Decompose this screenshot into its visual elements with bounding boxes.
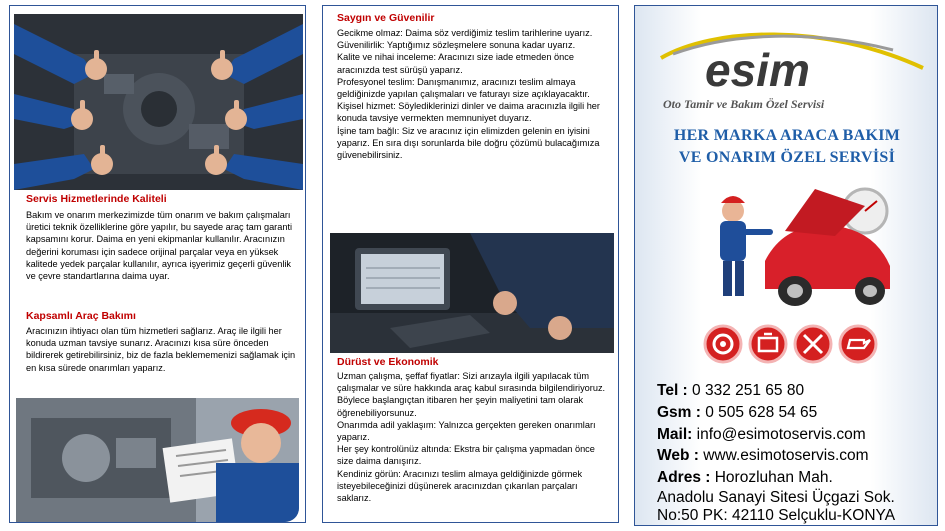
section-text-maintenance: Aracınızın ihtiyacı olan tüm hizmetleri sağlarız. Araç ile ilgili her konuda uzman tavsiye sunarız. Aracınızı kısa süre önceden bildirerek getirebilirsiniz, biz de fazla beklememenizi sağlamak için en kısa sürede onarımları yaparız. [26, 326, 296, 373]
section-title-quality: Servis Hizmetlerinde Kaliteli [26, 193, 167, 205]
address-line-2: Anadolu Sanayi Sitesi Üçgazi Sok. [657, 489, 895, 506]
reliable-line-1: Gecikme olmaz: Daima söz verdiğimiz teslim tarihlerine uyarız. [337, 28, 593, 38]
section-title-maintenance: Kapsamlı Araç Bakımı [26, 310, 136, 322]
reliable-line-6: İşine tam bağlı: Siz ve aracınız için elimizden gelenin en iyisini yaparız. En sıra dışı sorunlarda bile doğru çözümü bulacağımıza güvenebilirsiniz. [337, 125, 600, 161]
section-title-honest: Dürüst ve Ekonomik [337, 356, 439, 368]
gsm-value: 0 505 628 54 65 [705, 404, 818, 421]
mechanic-car-illustration [715, 181, 900, 316]
brand-logo [653, 20, 928, 115]
section-text-honest [337, 370, 609, 504]
contact-address [657, 469, 833, 487]
honest-line-1: Uzman çalışma, şeffaf fiyatlar: Sizi arızayla ilgili yapılacak tüm çalışmalar ve süre hakkında araç kabul sırasında bilgilendiriyoruz. Böylece başlangıçtan itibaren her şeyin maliyetini tam olarak öğrenebiliyorsunuz. [337, 371, 606, 418]
address-line-1: Horozluhan Mah. [714, 469, 833, 486]
section-text-reliable [337, 27, 607, 161]
logo-subtitle: Oto Tamir ve Bakım Özel Servisi [663, 97, 825, 111]
contact-tel [657, 382, 804, 400]
honest-line-4: Kendiniz görün: Aracınızı teslim almaya geldiğinizde görmek isteyebileceğinizi düşünerek aracınızdan çıkarılan parçaları saklarız. [337, 468, 583, 504]
section-title-reliable: Saygın ve Güvenilir [337, 12, 435, 24]
engine-icon [748, 324, 788, 364]
right-panel [634, 5, 938, 526]
oil-can-icon [838, 324, 878, 364]
reliable-line-3: Kalite ve nihai inceleme: Aracınızı size iade etmeden önce aracınızda test sürüşü yaparız. [337, 52, 574, 75]
tagline-line-1: HER MARKA ARACA BAKIM [673, 127, 901, 144]
mechanic-clipboard-photo [16, 398, 299, 522]
honest-line-2: Onarımda adil yaklaşım: Yalnızca gerçekten gereken onarımları yaparız. [337, 419, 596, 443]
web-label: Web : [657, 447, 699, 464]
mail-value: info@esimotoservis.com [696, 426, 866, 443]
middle-panel [322, 5, 619, 523]
logo-wordmark: esim [705, 44, 810, 96]
wrench-screwdriver-icon [793, 324, 833, 364]
tagline-line-2: VE ONARIM ÖZEL SERVİSİ [678, 149, 896, 166]
mail-label: Mail: [657, 426, 693, 443]
section-text-quality: Bakım ve onarım merkezimizde tüm onarım ve bakım çalışmaları üretici teknik özelliklerine göre yapılır, bu sayede araç tam garanti kapsamını korur. Daima en yeni ekipmanlar kullanılır. Aracınızın değerini koruması için sadece orijinal parçalar veya en yüksek kalitede yedek parçalar kullanılır, ayrıca işyerimiz geçerli güvenlik ve çevre standartlarına daima uyar. [26, 210, 293, 282]
gear-icon [703, 324, 743, 364]
address-line-3: No:50 PK: 42110 Selçuklu-KONYA [657, 507, 896, 524]
left-panel [9, 5, 306, 523]
reliable-line-4: Profesyonel teslim: Danışmanımız, aracınızı teslim almaya geldiğinizde yapılan çalışmaları ve faturayı size açıklayacaktır. [337, 76, 590, 100]
diagnostic-computer-photo [330, 233, 614, 353]
contact-gsm [657, 404, 817, 422]
contact-mail [657, 426, 866, 444]
engine-thumbs-up-photo [14, 14, 303, 190]
reliable-line-5: Kişisel hizmet: Söylediklerinizi dinler ve daima aracınızla ilgili her konuda tavsiye vermekten memnuniyet duyarız. [337, 101, 600, 124]
tel-label: Tel : [657, 382, 688, 399]
reliable-line-2: Güvenilirlik: Yaptığımız sözleşmelere sonuna kadar uyarız. [337, 40, 576, 51]
contact-web [657, 447, 869, 465]
gsm-label: Gsm : [657, 404, 701, 421]
tel-value: 0 332 251 65 80 [692, 382, 805, 399]
web-value: www.esimotoservis.com [703, 447, 869, 464]
address-label: Adres : [657, 469, 711, 486]
honest-line-3: Her şey kontrolünüz altında: Ekstra bir çalışma yapmadan önce size daima danışırız. [337, 444, 595, 467]
